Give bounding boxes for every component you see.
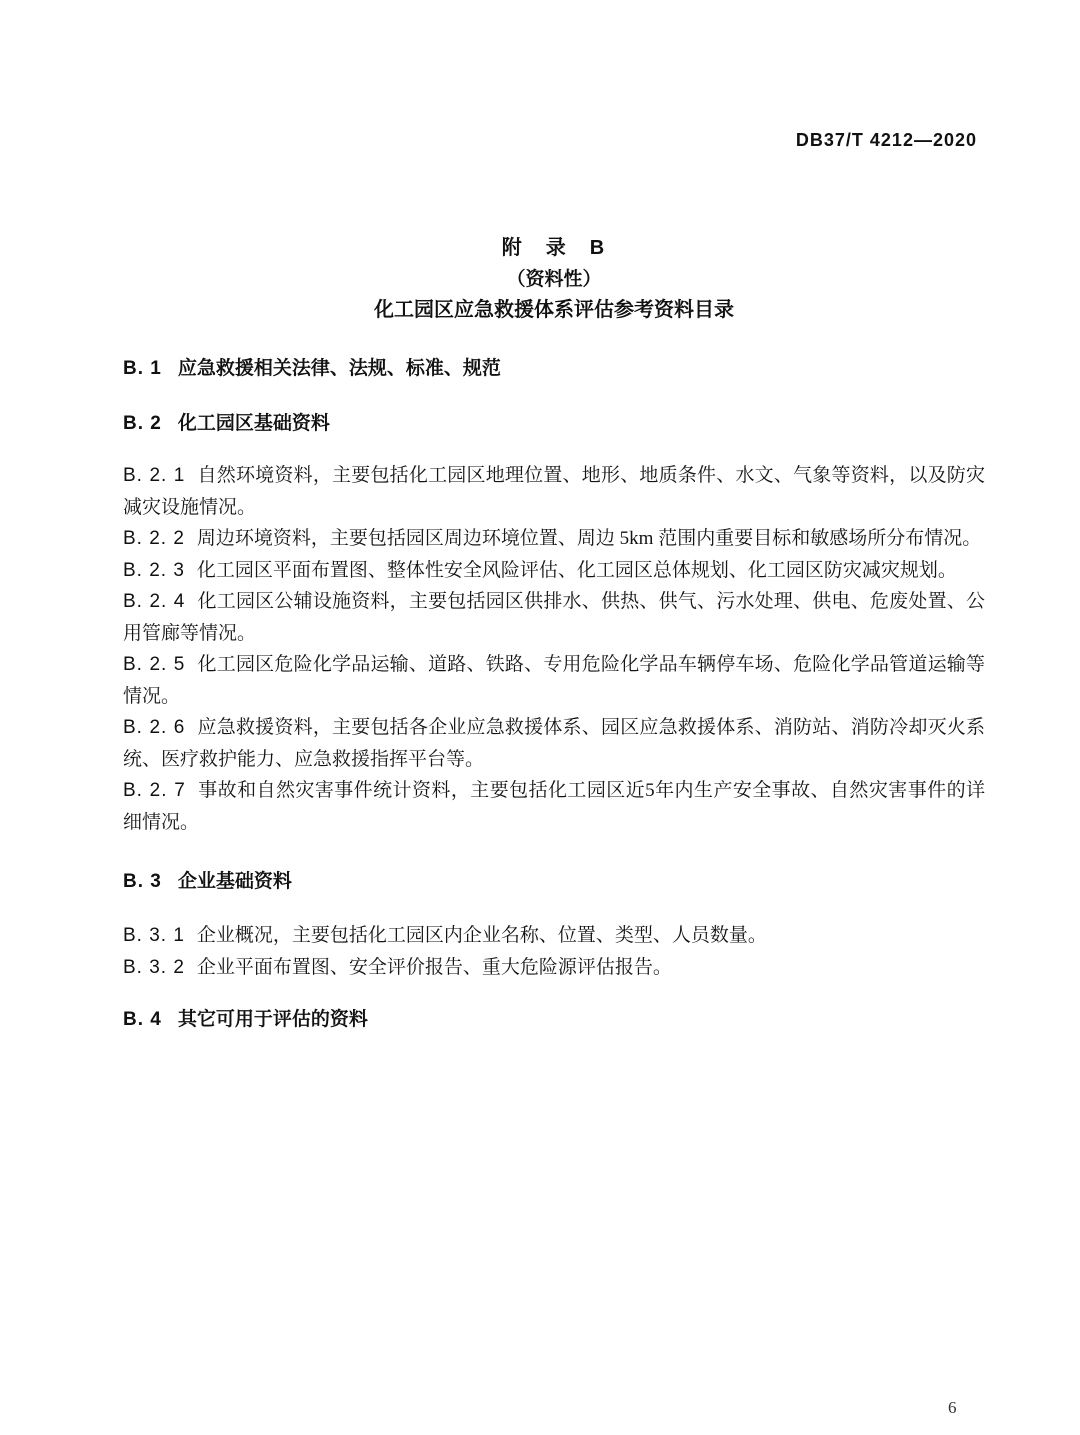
clause-text: 应急救援资料，主要包括各企业应急救援体系、园区应急救援体系、消防站、消防冷却灭火系统、医疗救护能力、应急救援指挥平台等。 bbox=[123, 717, 985, 770]
clause-b2-6 bbox=[123, 712, 985, 775]
section-heading-b3 bbox=[123, 869, 985, 895]
clause-text: 自然环境资料，主要包括化工园区地理位置、地形、地质条件、水文、气象等资料，以及防灾减灾设施情况。 bbox=[123, 465, 985, 518]
clause-text: 企业概况，主要包括化工园区内企业名称、位置、类型、人员数量。 bbox=[196, 925, 767, 946]
section-title: 化工园区基础资料 bbox=[177, 413, 330, 434]
appendix-title: 化工园区应急救援体系评估参考资料目录 bbox=[374, 299, 734, 321]
clause-b3-2 bbox=[123, 952, 985, 984]
section-b2-clauses bbox=[123, 460, 985, 838]
section-number: B. 2 bbox=[123, 413, 162, 434]
clause-number: B. 2. 6 bbox=[123, 717, 186, 738]
appendix-header bbox=[123, 233, 985, 326]
standard-number: DB37/T 4212—2020 bbox=[795, 130, 977, 150]
clause-number: B. 3. 2 bbox=[123, 956, 185, 978]
section-b3-clauses bbox=[123, 920, 985, 983]
section-title: 企业基础资料 bbox=[177, 871, 292, 892]
page-number: 6 bbox=[948, 1398, 957, 1417]
section-heading-b4 bbox=[123, 1007, 985, 1033]
section-number: B. 3 bbox=[123, 871, 162, 892]
clause-text: 周边环境资料，主要包括园区周边环境位置、周边 5km 范围内重要目标和敏感场所分布情况。 bbox=[196, 528, 982, 549]
clause-text: 化工园区平面布置图、整体性安全风险评估、化工园区总体规划、化工园区防灾减灾规划。 bbox=[196, 559, 957, 581]
clause-b3-1 bbox=[123, 920, 985, 952]
page-content bbox=[123, 0, 985, 1033]
clause-number: B. 2. 5 bbox=[123, 654, 186, 675]
clause-text: 事故和自然灾害事件统计资料，主要包括化工园区近5年内生产安全事故、自然灾害事件的详细情况。 bbox=[123, 780, 985, 833]
clause-number: B. 2. 2 bbox=[123, 528, 185, 549]
clause-number: B. 2. 1 bbox=[123, 465, 186, 486]
section-title: 应急救援相关法律、法规、标准、规范 bbox=[177, 358, 501, 379]
clause-b2-2 bbox=[123, 523, 985, 555]
clause-number: B. 3. 1 bbox=[123, 925, 185, 946]
clause-text: 企业平面布置图、安全评价报告、重大危险源评估报告。 bbox=[196, 956, 672, 978]
appendix-label: 附 录 B bbox=[501, 237, 607, 259]
clause-b2-5 bbox=[123, 649, 985, 712]
section-heading-b1 bbox=[123, 356, 985, 382]
clause-b2-1 bbox=[123, 460, 985, 523]
appendix-classification: （资料性） bbox=[506, 269, 602, 290]
clause-b2-7 bbox=[123, 775, 985, 838]
section-number: B. 4 bbox=[123, 1009, 162, 1030]
clause-b2-3 bbox=[123, 555, 985, 587]
section-number: B. 1 bbox=[123, 358, 162, 379]
clause-text: 化工园区公辅设施资料，主要包括园区供排水、供热、供气、污水处理、供电、危废处置、公用管廊等情况。 bbox=[123, 591, 985, 644]
section-heading-b2 bbox=[123, 411, 985, 437]
clause-number: B. 2. 7 bbox=[123, 780, 186, 801]
clause-number: B. 2. 4 bbox=[123, 591, 186, 612]
clause-text: 化工园区危险化学品运输、道路、铁路、专用危险化学品车辆停车场、危险化学品管道运输等情况。 bbox=[123, 654, 985, 707]
clause-b2-4 bbox=[123, 586, 985, 649]
clause-number: B. 2. 3 bbox=[123, 559, 185, 581]
section-title: 其它可用于评估的资料 bbox=[177, 1009, 368, 1030]
